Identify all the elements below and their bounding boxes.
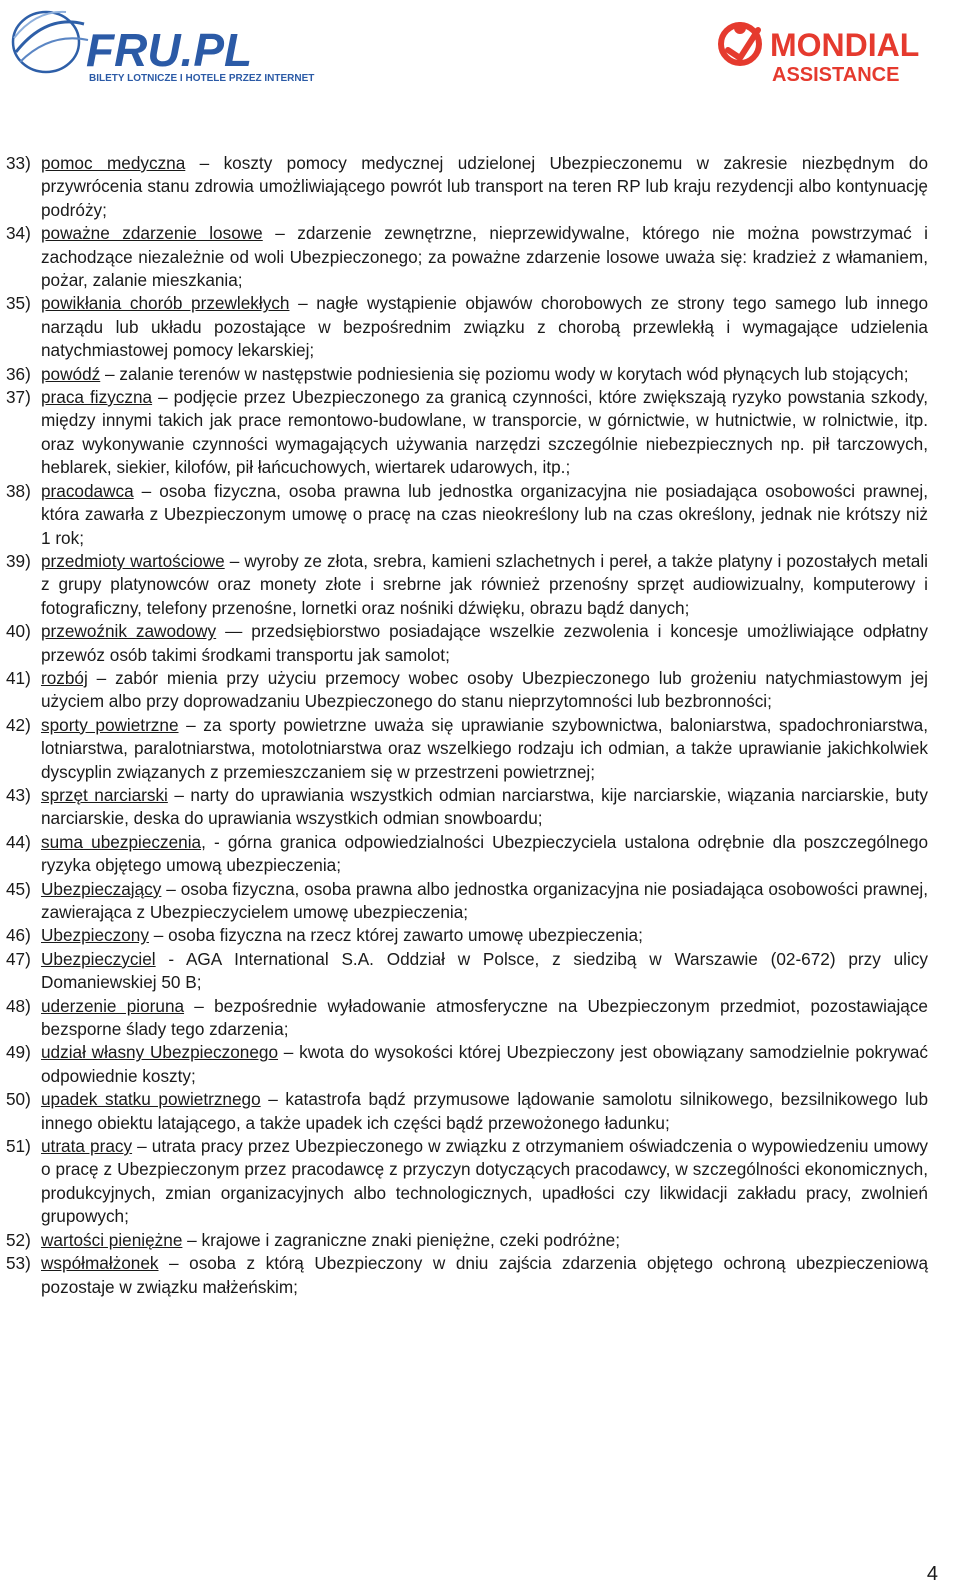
definition-item <box>6 620 928 667</box>
definition-term: przewoźnik zawodowy <box>41 621 217 642</box>
definition-text: — przedsiębiorstwo posiadające wszelkie zezwolenia i koncesje umożliwiające odpłatny przewóz osób takimi środkami transportu jak samolot; <box>41 621 929 665</box>
definition-item <box>6 480 928 550</box>
definition-item <box>6 995 928 1042</box>
definition-term: poważne zdarzenie losowe <box>41 223 263 244</box>
definition-text: , - górna granica odpowiedzialności Ubezpieczyciela ustalona odrębnie dla poszczególnego ryzyka objętego umową ubezpieczenia; <box>41 831 928 876</box>
item-number: 38) <box>6 480 31 501</box>
definition-item <box>6 831 928 878</box>
definition-term: upadek statku powietrznego <box>41 1089 261 1110</box>
definition-item <box>6 1229 928 1252</box>
definition-item <box>6 152 928 222</box>
definition-item <box>6 386 928 480</box>
definitions-list <box>6 152 928 1299</box>
item-number: 52) <box>6 1229 31 1250</box>
globe-swoosh-icon <box>13 12 88 72</box>
definition-text: – osoba fizyczna, osoba prawna albo jednostka organizacyjna nie posiadająca osobowości prawnej, zawierająca z Ubezpieczycielem umowę ubezpieczenia; <box>41 878 928 922</box>
page-header <box>0 0 960 90</box>
definition-term: udział własny Ubezpieczonego <box>41 1042 279 1063</box>
definition-item <box>6 878 928 925</box>
item-number: 42) <box>6 714 31 735</box>
definition-item <box>6 784 928 831</box>
definition-term: sprzęt narciarski <box>41 784 168 805</box>
definition-item <box>6 1252 928 1299</box>
definition-term: Ubezpieczyciel <box>41 948 156 969</box>
item-number: 45) <box>6 878 31 899</box>
definition-text: – osoba fizyczna na rzecz której zawarto umowę ubezpieczenia; <box>148 925 643 946</box>
definition-item <box>6 363 928 386</box>
definition-item <box>6 1135 928 1229</box>
definition-text: – bezpośrednie wyładowanie atmosferyczne na Ubezpieczonym przedmiot, pozostawiające bezsporne ślady tego zdarzenia; <box>41 995 928 1040</box>
definition-text: – zdarzenie zewnętrzne, nieprzewidywalne, którego nie można powstrzymać i zachodzące niezależnie od woli Ubezpieczonego; za poważne zdarzenie losowe uważa się: kradzież z włamaniem, pożar, zalanie mieszkania; <box>41 223 928 291</box>
definition-text: – wyroby ze złota, srebra, kamieni szlachetnych i pereł, a także platyny i pozostałych metali z grupy platynowców oraz monety złote i srebrne jak również przenośny sprzęt audiowizualny, komputerowy i fotograficzny, telefony przenośne, lornetki oraz nośniki dźwięku, obrazu bądź danych; <box>41 550 928 618</box>
definition-text: – zalanie terenów w następstwie podniesienia się poziomu wody w korytach wód płynących lub stojących; <box>100 363 909 384</box>
definition-text: – osoba fizyczna, osoba prawna lub jednostka organizacyjna nie posiadająca osobowości prawnej, która zawarła z Ubezpieczonym umowę o pracę na czas nieokreślony lub na czas określony, jednak nie krótszy niż 1 rok; <box>41 480 928 548</box>
definition-term: pracodawca <box>41 480 134 501</box>
definition-term: przedmioty wartościowe <box>41 550 225 571</box>
definition-text: – koszty pomocy medycznej udzielonej Ubezpieczonemu w zakresie niezbędnym do przywrócenia stanu zdrowia umożliwiającego powrót lub transport na teren RP lub kraju rezydencji albo kontynuację podróży; <box>41 153 928 220</box>
definition-text: – za sporty powietrzne uważa się uprawianie szybownictwa, baloniarstwa, spadochroniarstwa, lotniarstwa, paralotniarstwa, motolotniarstwa oraz wszelkiego rodzaju ich odmian, a także uprawianie jakichkolwiek dyscyplin związanych z przemieszczaniem się w przestrzeni powietrznej; <box>41 714 929 782</box>
fru-logo <box>6 4 326 84</box>
fru-logo-text: FRU.PL <box>86 24 253 76</box>
definition-item <box>6 550 928 620</box>
definition-term: wartości pieniężne <box>41 1229 183 1250</box>
definition-term: sporty powietrzne <box>41 714 179 735</box>
fru-tagline: BILETY LOTNICZE I HOTELE PRZEZ INTERNET <box>89 73 315 84</box>
definition-text: – nagłe wystąpienie objawów chorobowych ze strony tego samego lub innego narządu lub układu pozostające w bezpośrednim związku z chorobą przewlekłą i wymagające udzielenia natychmiastowej pomocy lekarskiej; <box>41 293 929 361</box>
item-number: 43) <box>6 784 31 805</box>
mondial-emblem-icon <box>721 22 759 63</box>
definition-text: – podjęcie przez Ubezpieczonego za granicą czynności, które zwiększają ryzyko powstania szkody, między innymi takich jak prace remontowo-budowlane, w transporcie, w górnictwie, w hutnictwie, w rolnictwie, itp. oraz wykonywanie czynności wymagających używania narzędzi szczególnie niebezpiecznych np. pił tarczowych, heblarek, siekier, kilofów, pił łańcuchowych, wiertarek udarowych, itp.; <box>41 387 928 478</box>
page-number: 4 <box>926 1563 938 1585</box>
definition-text: – katastrofa bądź przymusowe lądowanie samolotu silnikowego, bezsilnikowego lub innego obiektu latającego, a także upadek ich części bądź przewożonego ładunku; <box>41 1089 929 1133</box>
definition-text: – osoba z którą Ubezpieczony w dniu zajścia zdarzenia objętego ochroną ubezpieczeniową pozostaje w związku małżeńskim; <box>41 1253 928 1297</box>
item-number: 33) <box>6 153 31 173</box>
definition-item <box>6 924 928 947</box>
definition-item <box>6 667 928 714</box>
definition-term: Ubezpieczający <box>41 878 162 899</box>
item-number: 41) <box>6 667 31 688</box>
mondial-line1: MONDIAL <box>770 27 920 63</box>
item-number: 48) <box>6 995 31 1016</box>
item-number: 44) <box>6 831 31 852</box>
definition-item <box>6 292 928 362</box>
definition-term: pomoc medyczna <box>41 153 186 173</box>
definition-item <box>6 1041 928 1088</box>
item-number: 51) <box>6 1136 31 1157</box>
item-number: 47) <box>6 948 31 969</box>
definition-term: powikłania chorób przewlekłych <box>41 293 290 314</box>
definition-text: - AGA International S.A. Oddział w Polsce, z siedzibą w Warszawie (02-672) przy ulicy Domaniewskiej 50 B; <box>41 948 928 993</box>
item-number: 39) <box>6 550 31 571</box>
definition-item <box>6 714 928 784</box>
definition-term: uderzenie pioruna <box>41 995 185 1016</box>
item-number: 37) <box>6 387 31 408</box>
definition-item <box>6 222 928 292</box>
definition-text: – kwota do wysokości której Ubezpieczony jest obowiązany samodzielnie pokrywać odpowiednie koszty; <box>41 1042 928 1086</box>
definition-term: rozbój <box>41 667 88 688</box>
definition-term: praca fizyczna <box>41 387 153 408</box>
item-number: 40) <box>6 621 31 642</box>
definition-term: współmałżonek <box>41 1253 159 1274</box>
definition-term: Ubezpieczony <box>41 925 149 946</box>
item-number: 46) <box>6 925 31 946</box>
definition-item <box>6 948 928 995</box>
item-number: 36) <box>6 363 31 384</box>
definition-text: – utrata pracy przez Ubezpieczonego w związku z otrzymaniem oświadczenia o wypowiedzeniu umowy o pracę z Ubezpieczonym przez pracodawcę z przyczyn dotyczących pracodawcy, w szczególności ekonomicznych, produkcyjnych, zmian organizacyjnych albo technologicznych, upadłości czy likwidacji zakładu pracy, zwolnień grupowych; <box>41 1136 928 1227</box>
item-number: 34) <box>6 223 31 244</box>
definition-term: suma ubezpieczenia <box>41 831 202 852</box>
definition-item <box>6 1088 928 1135</box>
definition-term: utrata pracy <box>41 1136 133 1157</box>
mondial-line2: ASSISTANCE <box>772 64 900 86</box>
item-number: 49) <box>6 1042 31 1063</box>
definition-text: – krajowe i zagraniczne znaki pieniężne, czeki podróżne; <box>182 1229 620 1250</box>
item-number: 53) <box>6 1253 31 1274</box>
definition-text: – narty do uprawiania wszystkich odmian narciarstwa, kije narciarskie, wiązania narciarskie, buty narciarskie, deska do uprawiania wszystkich odmian snowboardu; <box>41 784 929 829</box>
item-number: 50) <box>6 1089 31 1110</box>
mondial-assistance-logo <box>714 8 954 88</box>
item-number: 35) <box>6 293 31 314</box>
definition-term: powódź <box>41 363 101 384</box>
definition-text: – zabór mienia przy użyciu przemocy wobec osoby Ubezpieczonego lub grożeniu natychmiastowym jej użyciem albo przy doprowadzaniu Ubezpieczonego do stanu nieprzytomności lub bezbronności; <box>41 667 928 712</box>
